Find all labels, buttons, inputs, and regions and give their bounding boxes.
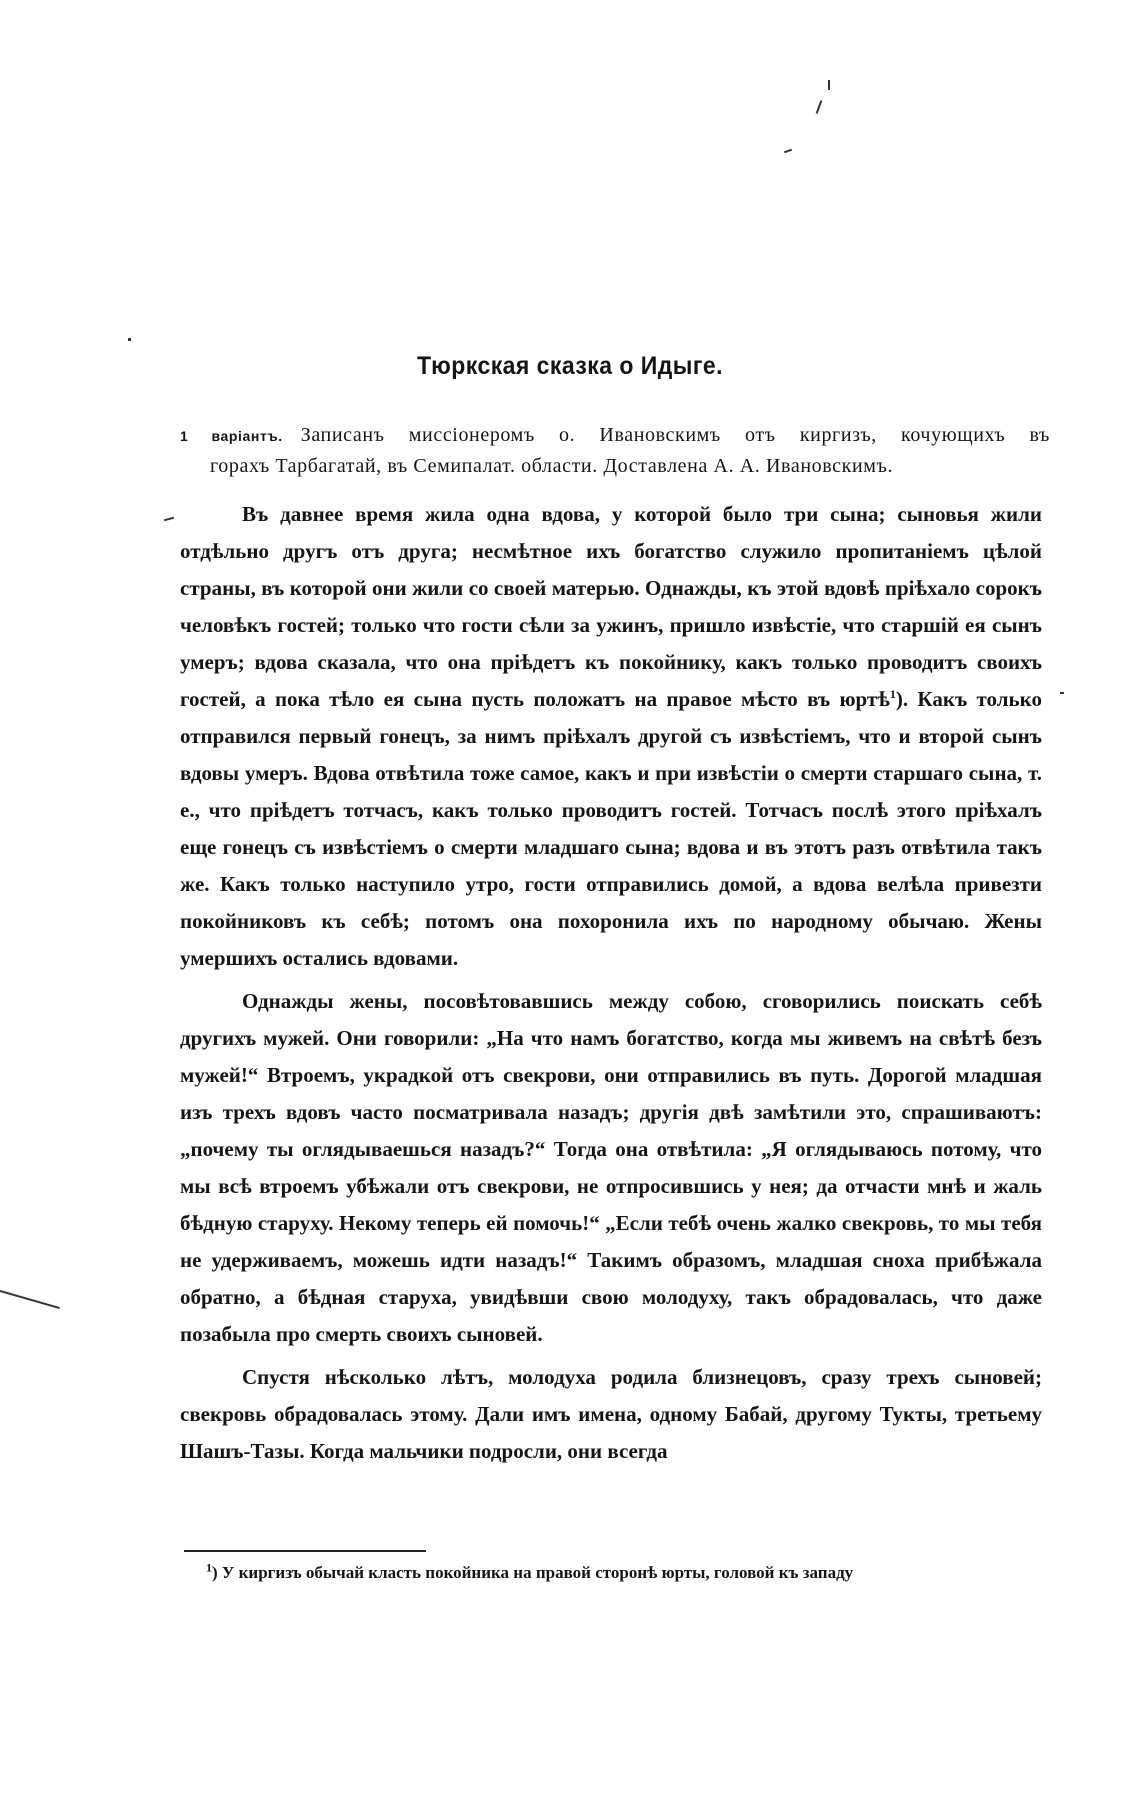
paragraph-text: Въ давнее время жила одна вдова, у которой было три сына; сыновья жили отдѣльно другъ отъ друга; несмѣтное ихъ богатство служило пропитаніемъ цѣлой страны, въ которой они жили со своей матерью. Однажды, къ этой вдовѣ пріѣхало сорокъ человѣкъ гостей; только что гости сѣли за ужинъ, пришло извѣстіе, что старшій ея сынъ умеръ; вдова сказала, что она пріѣдетъ къ покойнику, какъ только проводитъ своихъ гостей, а пока тѣло ея сына пусть положатъ на правое мѣсто въ юртѣ [180, 502, 1042, 711]
story-text [180, 496, 1042, 1470]
variant-label: 1 варіантъ. [180, 428, 283, 444]
variant-text-1: Записанъ миссіонеромъ о. Ивановскимъ отъ киргизъ, кочующихъ въ [300, 424, 1050, 446]
footnote-ref[interactable]: 1 [889, 687, 896, 701]
ink-mark [784, 149, 792, 154]
variant-note [180, 420, 1050, 481]
variant-line-1 [180, 420, 1050, 451]
ink-mark [128, 338, 131, 341]
ink-mark [828, 80, 830, 90]
page-title: Тюркская сказка о Идыге. [416, 352, 724, 380]
footnote-divider [184, 1550, 426, 1552]
footnote-text: ) У киргизъ обычай класть покойника на правой сторонѣ юрты, головой къ западу [212, 1563, 854, 1582]
footnote [206, 1560, 1042, 1586]
ink-mark [0, 1290, 60, 1309]
ink-mark [1060, 692, 1064, 694]
ink-mark [164, 517, 174, 522]
paragraph: Однажды жены, посовѣтовавшись между собою, сговорились поискать себѣ другихъ мужей. Они говорили: „На что намъ богатство, когда мы живемъ на свѣтѣ безъ мужей!“ Втроемъ, украдкой отъ свекрови, они отправились въ путь. Дорогой младшая изъ трехъ вдовъ часто посматривала назадъ; другія двѣ замѣтили это, спрашиваютъ: „почему ты оглядываешься назадъ?“ Тогда она отвѣтила: „Я оглядываюсь потому, что мы всѣ втроемъ убѣжали отъ свекрови, не отпросившись у нея; да отчасти мнѣ и жаль бѣдную старуху. Некому теперь ей помочь!“ „Если тебѣ очень жалко свекровь, то мы тебя не удерживаемъ, можешь идти назадъ!“ Такимъ образомъ, младшая сноха прибѣжала обратно, а бѣдная старуха, увидѣвши свою молодуху, такъ обрадовалась, что даже позабыла про смерть своихъ сыновей. [180, 989, 1042, 1346]
ink-mark [816, 100, 823, 114]
paragraph [180, 496, 1042, 977]
footnote-number: 1 [206, 1560, 212, 1575]
paragraph: Спустя нѣсколько лѣтъ, молодуха родила близнецовъ, сразу трехъ сыновей; свекровь обрадовалась этому. Дали имъ имена, одному Бабай, другому Тукты, третьему Шашъ-Тазы. Когда мальчики подросли, они всегда [180, 1365, 1042, 1463]
paragraph-text: ). Какъ только отправился первый гонецъ, за нимъ пріѣхалъ другой съ извѣстіемъ, что и второй сынъ вдовы умеръ. Вдова отвѣтила тоже самое, какъ и при извѣстіи о смерти старшаго сына, т. е., что пріѣдетъ тотчасъ, какъ только проводитъ гостей. Тотчасъ послѣ этого пріѣхалъ еще гонецъ съ извѣстіемъ о смерти младшаго сына; вдова и въ этотъ разъ отвѣтила такъ же. Какъ только наступило утро, гости отправились домой, а вдова велѣла привезти покойниковъ къ себѣ; потомъ она похоронила ихъ по народному обычаю. Жены умершихъ остались вдовами. [180, 687, 1042, 970]
variant-line-2: горахъ Тарбагатай, въ Семипалат. области. Доставлена А. А. Ивановскимъ. [210, 455, 894, 477]
